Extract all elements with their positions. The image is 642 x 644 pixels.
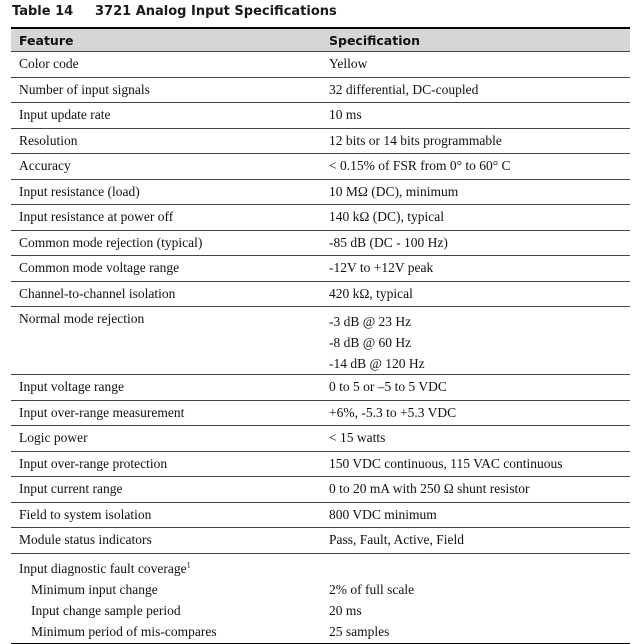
feature-cell: Resolution [11, 128, 321, 154]
spec-line: 20 ms [329, 603, 362, 619]
spec-cell: < 15 watts [321, 426, 630, 452]
spec-cell: 420 kΩ, typical [321, 281, 630, 307]
spec-table [11, 27, 630, 644]
header-feature: Feature [11, 28, 321, 52]
feature-cell: Common mode rejection (typical) [11, 230, 321, 256]
spec-cell: 150 VDC continuous, 115 VAC continuous [321, 451, 630, 477]
spec-cell: 10 MΩ (DC), minimum [321, 179, 630, 205]
table-row [11, 179, 630, 205]
spec-line: 25 samples [329, 624, 390, 640]
feature-cell: Input resistance at power off [11, 205, 321, 231]
table-row [11, 128, 630, 154]
table-row [11, 281, 630, 307]
table-row [11, 375, 630, 401]
table-row [11, 230, 630, 256]
diagnostic-label: Input diagnostic fault coverage [19, 560, 187, 576]
spec-cell: 0 to 5 or –5 to 5 VDC [321, 375, 630, 401]
feature-cell: Input over-range measurement [11, 400, 321, 426]
feature-cell-multi [11, 553, 321, 643]
table-row [11, 528, 630, 554]
feature-cell: Number of input signals [11, 77, 321, 103]
sub-feature: Minimum input change [31, 581, 158, 597]
table-row [11, 256, 630, 282]
spec-line-empty [329, 558, 622, 579]
feature-cell: Input resistance (load) [11, 179, 321, 205]
spec-cell: Pass, Fault, Active, Field [321, 528, 630, 554]
footnote-mark: 1 [186, 560, 191, 569]
table-row-diagnostic [11, 553, 630, 643]
feature-cell: Module status indicators [11, 528, 321, 554]
spec-cell: < 0.15% of FSR from 0° to 60° C [321, 154, 630, 180]
spec-line: -3 dB @ 23 Hz [329, 314, 412, 329]
feature-cell: Input voltage range [11, 375, 321, 401]
spec-line: 2% of full scale [329, 581, 415, 597]
spec-cell-multi [321, 553, 630, 643]
spec-cell-multi [321, 307, 630, 375]
table-number: Table 14 [12, 4, 74, 19]
header-specification: Specification [321, 28, 630, 52]
feature-cell: Logic power [11, 426, 321, 452]
spec-cell: 10 ms [321, 103, 630, 129]
spec-cell: Yellow [321, 52, 630, 78]
table-row [11, 77, 630, 103]
spec-cell: +6%, -5.3 to +5.3 VDC [321, 400, 630, 426]
feature-cell: Input update rate [11, 103, 321, 129]
table-row [11, 400, 630, 426]
table-caption [12, 4, 337, 19]
feature-cell: Normal mode rejection [11, 307, 321, 375]
table-row [11, 205, 630, 231]
feature-cell: Common mode voltage range [11, 256, 321, 282]
spec-cell: 0 to 20 mA with 250 Ω shunt resistor [321, 477, 630, 503]
table-row [11, 154, 630, 180]
feature-cell: Accuracy [11, 154, 321, 180]
table-row-normal-mode [11, 307, 630, 375]
table-row [11, 477, 630, 503]
feature-cell: Input current range [11, 477, 321, 503]
diagnostic-heading [19, 558, 313, 579]
spec-cell: 140 kΩ (DC), typical [321, 205, 630, 231]
sub-feature: Input change sample period [31, 603, 181, 619]
feature-cell: Channel-to-channel isolation [11, 281, 321, 307]
feature-cell: Field to system isolation [11, 502, 321, 528]
spec-line: -14 dB @ 120 Hz [329, 356, 425, 371]
spec-cell: -85 dB (DC - 100 Hz) [321, 230, 630, 256]
spec-cell: 32 differential, DC-coupled [321, 77, 630, 103]
spec-line: -8 dB @ 60 Hz [329, 335, 412, 350]
spec-cell: 12 bits or 14 bits programmable [321, 128, 630, 154]
table-row [11, 52, 630, 78]
table-title: 3721 Analog Input Specifications [95, 4, 337, 19]
table-row [11, 103, 630, 129]
sub-feature: Minimum period of mis-compares [31, 624, 217, 640]
table-header-row [11, 28, 630, 52]
feature-cell: Input over-range protection [11, 451, 321, 477]
feature-cell: Color code [11, 52, 321, 78]
spec-cell: -12V to +12V peak [321, 256, 630, 282]
table-row [11, 502, 630, 528]
table-row [11, 426, 630, 452]
spec-cell: 800 VDC minimum [321, 502, 630, 528]
table-row [11, 451, 630, 477]
